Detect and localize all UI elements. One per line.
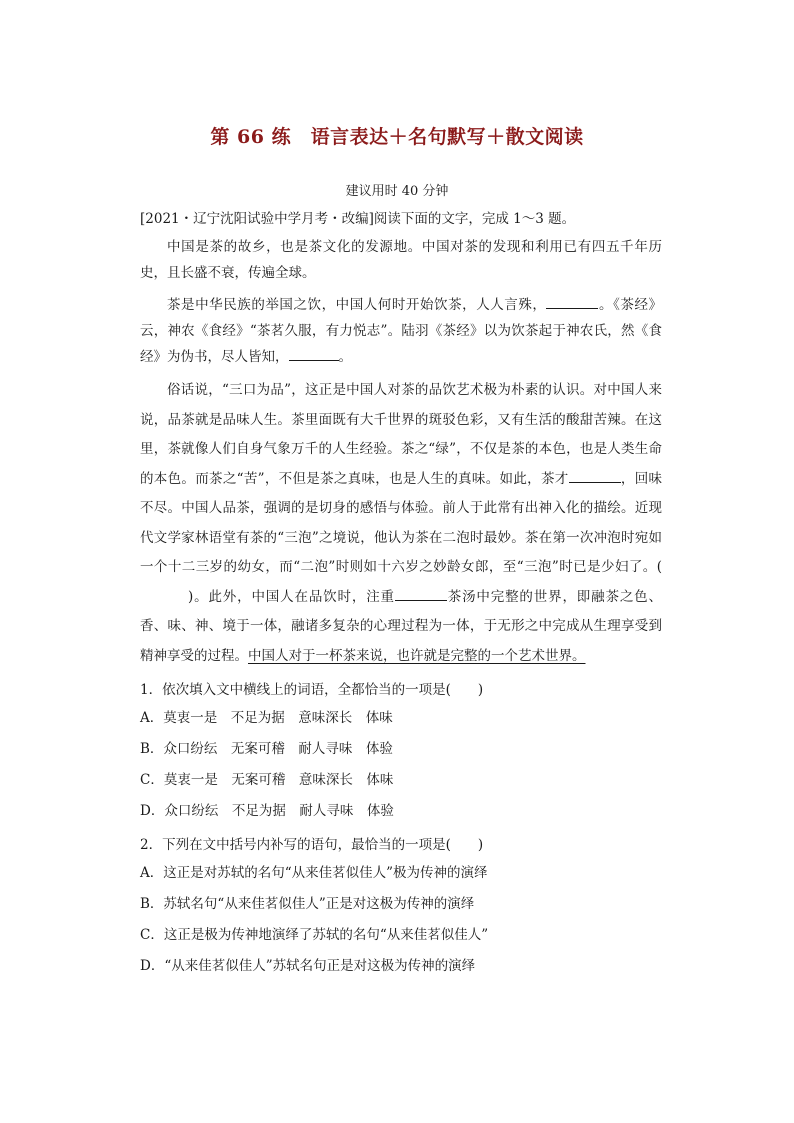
paragraph-3-text-b: ，回味不尽。中国人品茶，强调的是切身的感悟与体验。前人于此常有出神入化的描绘。近现代文学家林语堂有茶的“三泡”之境说，他认为茶在二泡时最妙。茶在第一次冲泡时宛如一个十二三岁的幼女，而“二泡”时则如十六岁之妙龄女郎，至“三泡”时已是少妇了。( [140,470,662,575]
question-2 [140,832,662,982]
paragraph-3-text-d: 茶汤中完整的世界，即融茶之色、香、味、神、境于一体，融诸多复杂的心理过程为一体，于无形之中完成从生理享受到精神享受的过程。 [140,588,662,664]
question-1-option-b: B．众口纷纭 无案可稽 耐人寻味 体验 [140,741,393,757]
time-suggestion: 建议用时 40 分钟 [345,184,449,199]
fill-blank-2 [289,346,339,361]
fill-blank-3 [569,468,621,483]
reading-section [140,208,662,982]
question-2-option-d: D．“从来佳茗似佳人”苏轼名句正是对这极为传神的演绎 [140,958,476,974]
passage-paragraph-2 [140,292,662,370]
paragraph-2-text-c: 。 [338,349,352,365]
passage-paragraph-3 [140,376,662,671]
passage-paragraph-1 [140,234,662,286]
question-1-option-d: D．众口纷纭 不足为据 耐人寻味 体验 [140,803,394,819]
question-2-stem: 2．下列在文中括号内补写的语句，最恰当的一项是( ) [140,837,484,853]
question-2-option-b: B．苏轼名句“从来佳茗似佳人”正是对这极为传神的演绎 [140,896,475,912]
question-1-option-a: A．莫衷一是 不足为据 意味深长 体味 [140,710,393,726]
question-2-option-a: A．这正是对苏轼的名句“从来佳茗似佳人”极为传神的演绎 [140,865,488,881]
paragraph-1-text: 中国是茶的故乡，也是茶文化的发源地。中国对茶的发现和利用已有四五千年历史，且长盛不衰，传遍全球。 [140,239,662,281]
question-1 [140,677,662,827]
passage-source: [2021・辽宁沈阳试验中学月考・改编]阅读下面的文字，完成 1～3 题。 [140,211,576,227]
question-1-option-c: C．莫衷一是 无案可稽 意味深长 体味 [140,772,394,788]
page-title: 第 66 练 语言表达＋名句默写＋散文阅读 [210,126,584,148]
question-2-option-c: C．这正是极为传神地演绎了苏轼的名句“从来佳茗似佳人” [140,927,489,943]
fill-blank-1 [546,294,598,309]
underlined-sentence: 中国人对于一杯茶来说，也许就是完整的一个艺术世界。 [248,647,586,664]
paragraph-2-text-a: 茶是中华民族的举国之饮，中国人何时开始饮茶，人人言殊， [167,297,547,313]
paragraph-2-text-b: 。《茶经》云，神农《食经》“茶茗久服，有力悦志”。陆羽《茶经》以为饮茶起于神农氏，然《食经》为伪书，尽人皆知， [140,297,663,365]
question-1-stem: 1．依次填入文中横线上的词语，全都恰当的一项是( ) [140,682,484,698]
paragraph-3-text-a: 俗话说，“三口为品”，这正是中国人对茶的品饮艺术极为朴素的认识。对中国人来说，品茶就是品味人生。茶里面既有大千世界的斑驳色彩，又有生活的酸甜苦辣。在这里，茶就像人们自身气象万千的人生经验。茶之“绿”，不仅是茶的本色，也是人类生命的本色。而茶之“苦”，不但是茶之真味，也是人生的真味。如此，茶才 [140,382,662,487]
fill-blank-4 [395,586,447,601]
paragraph-3-text-c: )。此外，中国人在品饮时，注重 [188,588,395,605]
